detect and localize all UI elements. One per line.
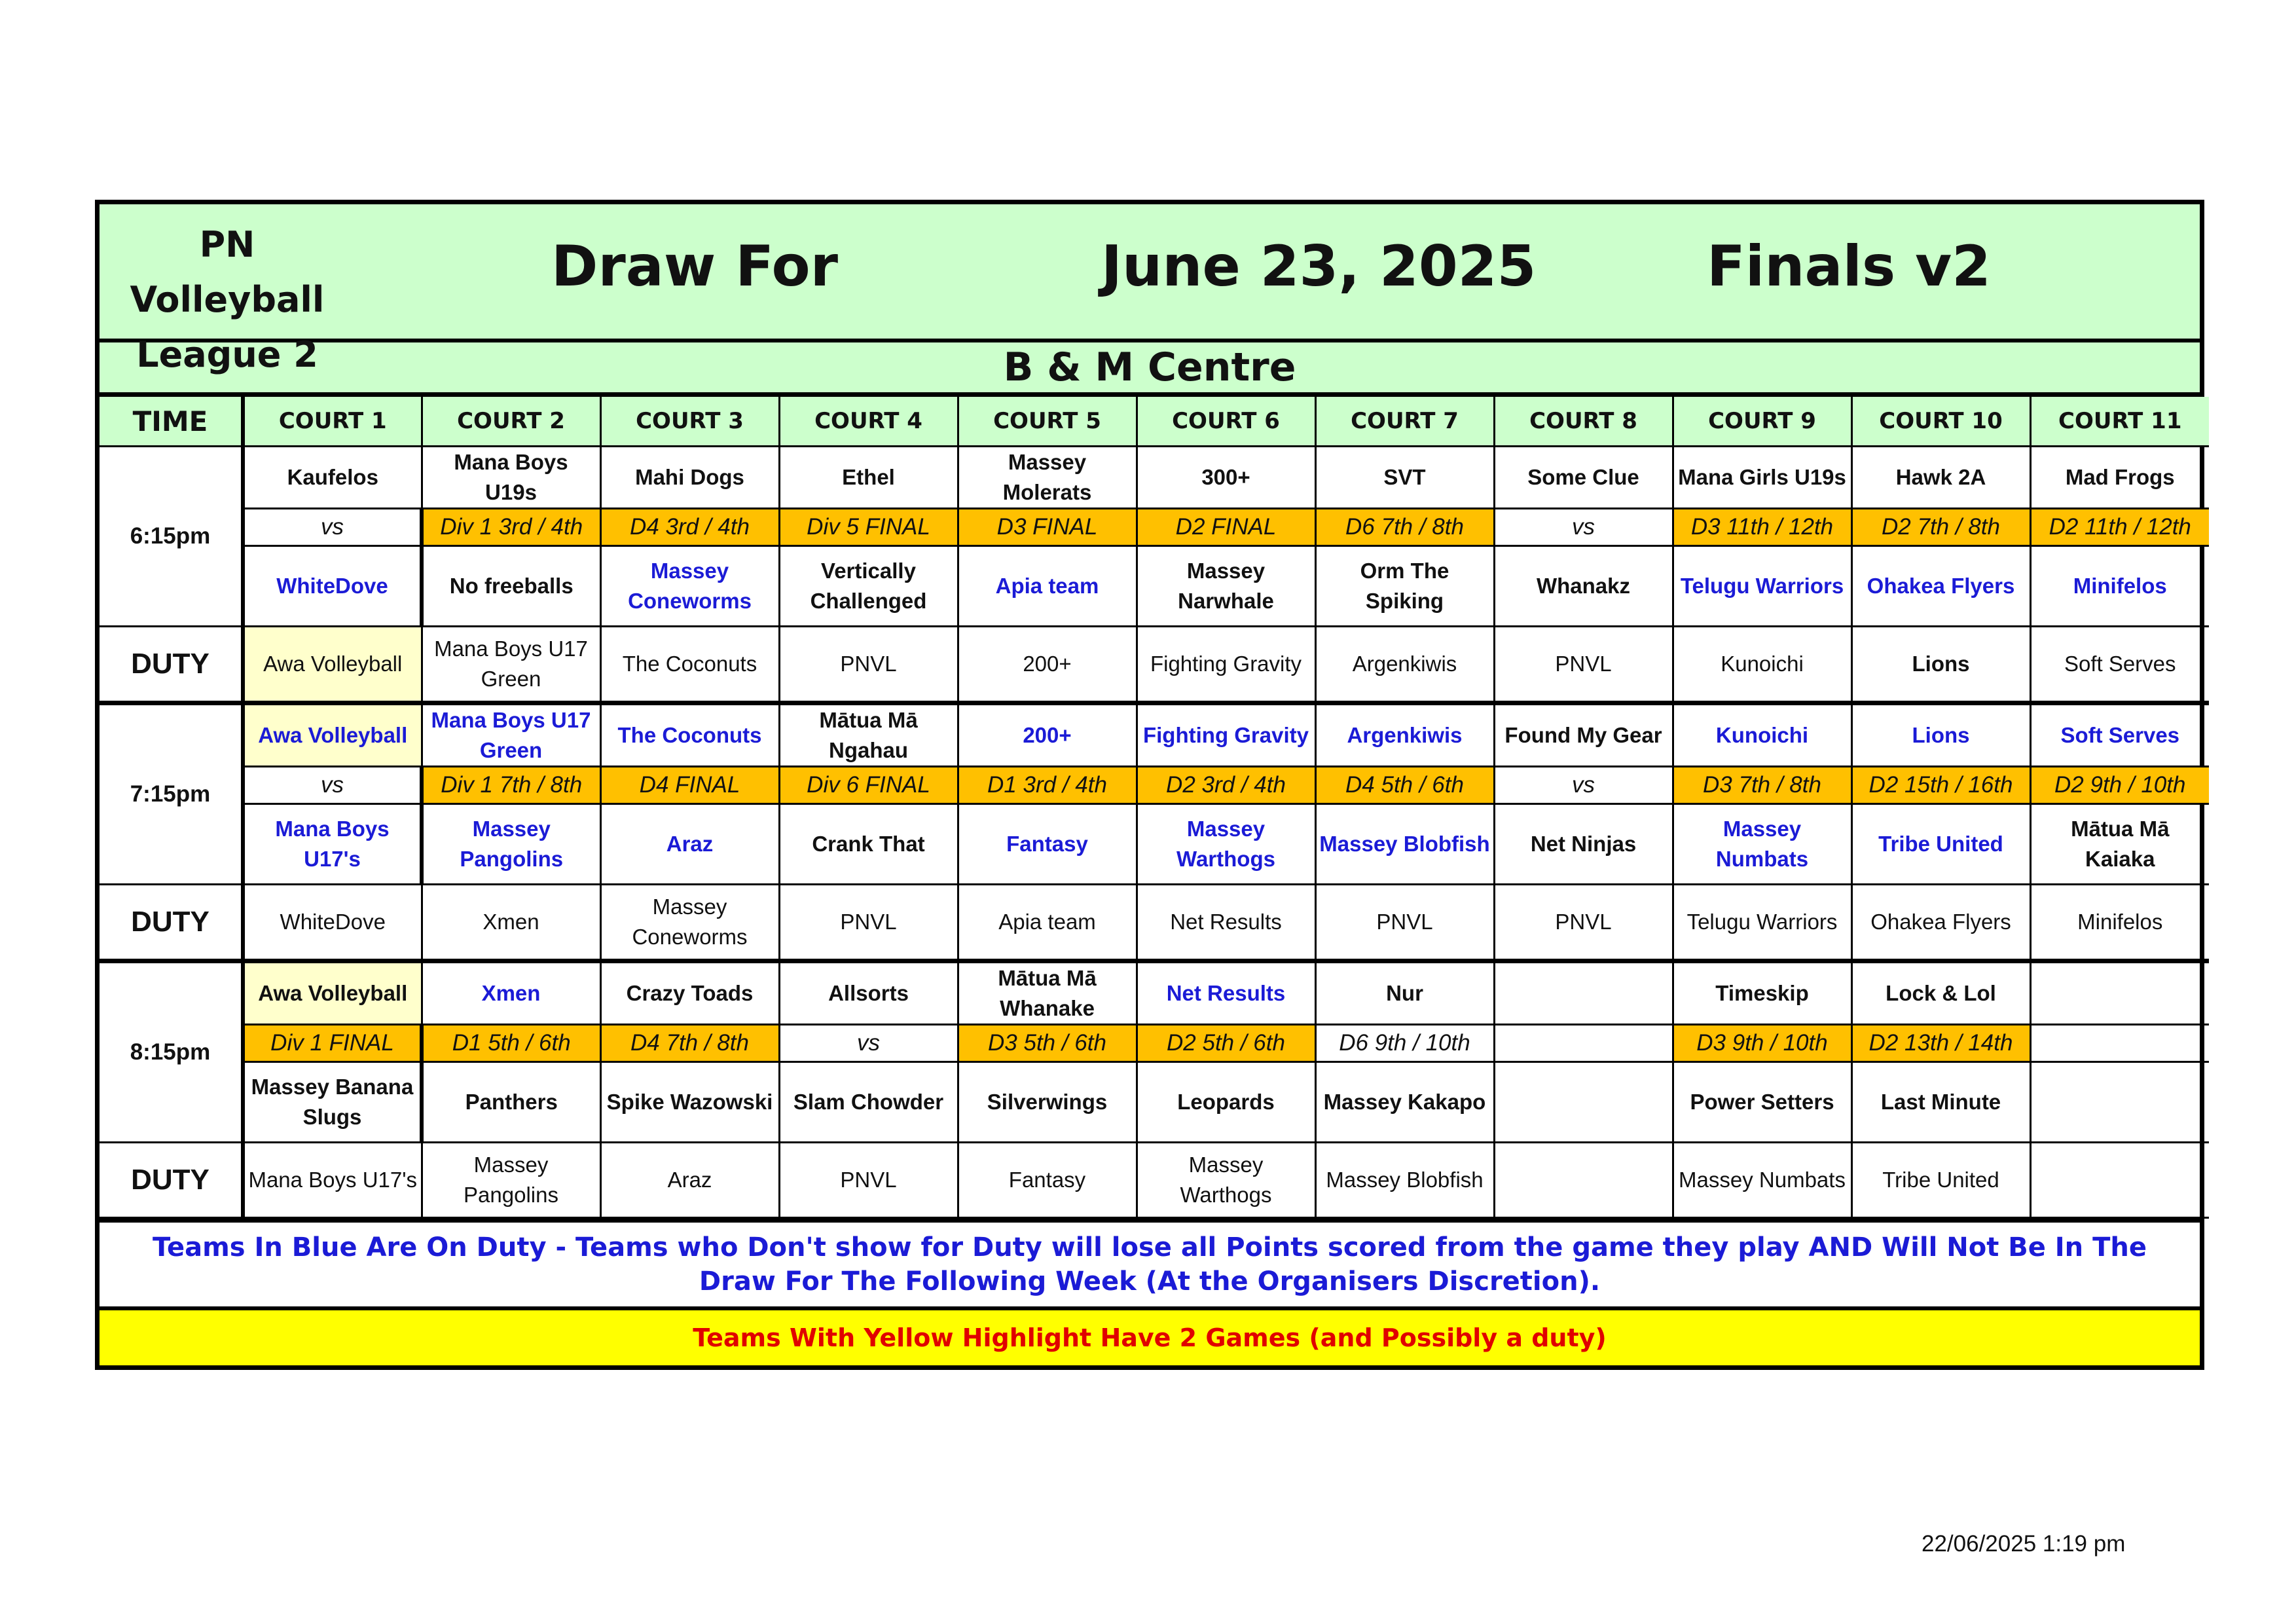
division-match-label: D6 7th / 8th [1315, 509, 1494, 546]
away-team: Massey Pangolins [422, 804, 600, 885]
away-team: Vertically Challenged [779, 546, 958, 627]
venue-title: B & M Centre [100, 342, 2200, 397]
league-name [119, 217, 335, 382]
division-match-label: D2 7th / 8th [1851, 509, 2030, 546]
division-match-label: Div 1 3rd / 4th [422, 509, 600, 546]
duty-row [100, 885, 2209, 961]
slot-row-team1 [100, 961, 2209, 1025]
away-team: Araz [600, 804, 779, 885]
division-match-label: D3 7th / 8th [1673, 767, 1851, 804]
away-team: Orm The Spiking [1315, 546, 1494, 627]
duty-team: PNVL [779, 885, 958, 961]
away-team: Fantasy [958, 804, 1137, 885]
draw-for-title: Draw For [551, 234, 838, 299]
away-team: Massey Banana Slugs [243, 1062, 422, 1143]
slot-row-team1 [100, 447, 2209, 509]
duty-team: Argenkiwis [1315, 627, 1494, 703]
versus-label: vs [1494, 509, 1673, 546]
league-line-2: League 2 [136, 334, 318, 375]
slot-row-division [100, 767, 2209, 804]
court-header-11: COURT 11 [2030, 397, 2209, 447]
home-team: Crazy Toads [600, 961, 779, 1025]
division-match-label: D3 FINAL [958, 509, 1137, 546]
away-team: Last Minute [1851, 1062, 2030, 1143]
duty-team: Apia team [958, 885, 1137, 961]
versus-label: vs [243, 509, 422, 546]
duty-team: Minifelos [2030, 885, 2209, 961]
duty-team: Fighting Gravity [1137, 627, 1315, 703]
away-team: Silverwings [958, 1062, 1137, 1143]
away-team: Power Setters [1673, 1062, 1851, 1143]
home-team: Argenkiwis [1315, 703, 1494, 767]
league-line-1: PN Volleyball [130, 224, 325, 320]
slot-row-division [100, 1025, 2209, 1062]
duty-team: 200+ [958, 627, 1137, 703]
away-team: Whanakz [1494, 546, 1673, 627]
finals-version: Finals v2 [1707, 234, 1991, 299]
duty-team: Massey Blobfish [1315, 1143, 1494, 1218]
home-team: Mana Boys U17 Green [422, 703, 600, 767]
division-match-label [1494, 1025, 1673, 1062]
duty-label: DUTY [100, 1143, 243, 1218]
duty-team: The Coconuts [600, 627, 779, 703]
home-team: 200+ [958, 703, 1137, 767]
print-timestamp: 22/06/2025 1:19 pm [1922, 1531, 2126, 1557]
court-header-3: COURT 3 [600, 397, 779, 447]
versus-label: vs [779, 1025, 958, 1062]
away-team: Telugu Warriors [1673, 546, 1851, 627]
duty-team: Xmen [422, 885, 600, 961]
court-header-2: COURT 2 [422, 397, 600, 447]
away-team: Spike Wazowski [600, 1062, 779, 1143]
away-team [2030, 1062, 2209, 1143]
duty-row [100, 1143, 2209, 1218]
division-match-label: D2 3rd / 4th [1137, 767, 1315, 804]
duty-team: PNVL [779, 627, 958, 703]
duty-note: Teams In Blue Are On Duty - Teams who Don't show for Duty will lose all Points scored from the game they play AND Will Not Be In The Draw For The Following Week (At the Organisers Discretion). [100, 1219, 2200, 1306]
away-team: Panthers [422, 1062, 600, 1143]
division-match-label: D2 FINAL [1137, 509, 1315, 546]
division-match-label: D3 11th / 12th [1673, 509, 1851, 546]
duty-team: PNVL [1494, 885, 1673, 961]
slot-row-team2 [100, 546, 2209, 627]
division-match-label: D4 5th / 6th [1315, 767, 1494, 804]
away-team: Mana Boys U17's [243, 804, 422, 885]
duty-row [100, 627, 2209, 703]
division-match-label: D2 5th / 6th [1137, 1025, 1315, 1062]
duty-team: Lions [1851, 627, 2030, 703]
duty-team: Telugu Warriors [1673, 885, 1851, 961]
court-header-6: COURT 6 [1137, 397, 1315, 447]
division-match-label: D3 5th / 6th [958, 1025, 1137, 1062]
home-team: Hawk 2A [1851, 447, 2030, 509]
duty-team: Massey Pangolins [422, 1143, 600, 1218]
home-team: Awa Volleyball [243, 703, 422, 767]
home-team: Mātua Mā Ngahau [779, 703, 958, 767]
division-match-label: D2 11th / 12th [2030, 509, 2209, 546]
home-team: Xmen [422, 961, 600, 1025]
home-team: Mātua Mā Whanake [958, 961, 1137, 1025]
division-match-label: Div 1 7th / 8th [422, 767, 600, 804]
away-team: Minifelos [2030, 546, 2209, 627]
division-match-label: D2 15th / 16th [1851, 767, 2030, 804]
duty-team: Mana Boys U17's [243, 1143, 422, 1218]
court-header-4: COURT 4 [779, 397, 958, 447]
home-team: Net Results [1137, 961, 1315, 1025]
duty-team: Mana Boys U17 Green [422, 627, 600, 703]
home-team: Allsorts [779, 961, 958, 1025]
versus-label: vs [243, 767, 422, 804]
division-match-label: D4 3rd / 4th [600, 509, 779, 546]
duty-team [1494, 1143, 1673, 1218]
home-team [1494, 961, 1673, 1025]
away-team: Massey Coneworms [600, 546, 779, 627]
home-team: Kunoichi [1673, 703, 1851, 767]
duty-team: Ohakea Flyers [1851, 885, 2030, 961]
slot-row-team2 [100, 1062, 2209, 1143]
slot-time: 6:15pm [100, 447, 243, 627]
division-match-label: D3 9th / 10th [1673, 1025, 1851, 1062]
away-team: Massey Numbats [1673, 804, 1851, 885]
duty-team: PNVL [1315, 885, 1494, 961]
duty-team: Araz [600, 1143, 779, 1218]
duty-label: DUTY [100, 627, 243, 703]
home-team: SVT [1315, 447, 1494, 509]
away-team: Crank That [779, 804, 958, 885]
duty-team: Massey Numbats [1673, 1143, 1851, 1218]
away-team: WhiteDove [243, 546, 422, 627]
home-team: Mad Frogs [2030, 447, 2209, 509]
home-team: 300+ [1137, 447, 1315, 509]
duty-team: Fantasy [958, 1143, 1137, 1218]
away-team: Massey Blobfish [1315, 804, 1494, 885]
home-team: Some Clue [1494, 447, 1673, 509]
division-match-label: Div 6 FINAL [779, 767, 958, 804]
court-header-8: COURT 8 [1494, 397, 1673, 447]
home-team: Lock & Lol [1851, 961, 2030, 1025]
home-team [2030, 961, 2209, 1025]
home-team: Awa Volleyball [243, 961, 422, 1025]
away-team: Ohakea Flyers [1851, 546, 2030, 627]
away-team [1494, 1062, 1673, 1143]
duty-team: Awa Volleyball [243, 627, 422, 703]
slot-row-team1 [100, 703, 2209, 767]
away-team: Massey Kakapo [1315, 1062, 1494, 1143]
court-header-9: COURT 9 [1673, 397, 1851, 447]
home-team: Mana Boys U19s [422, 447, 600, 509]
duty-team: Soft Serves [2030, 627, 2209, 703]
duty-team: Massey Warthogs [1137, 1143, 1315, 1218]
division-match-label: Div 1 FINAL [243, 1025, 422, 1062]
home-team: Timeskip [1673, 961, 1851, 1025]
division-match-label: D4 7th / 8th [600, 1025, 779, 1062]
slot-time: 7:15pm [100, 703, 243, 885]
duty-team: WhiteDove [243, 885, 422, 961]
draw-table [100, 397, 2209, 1219]
court-header-10: COURT 10 [1851, 397, 2030, 447]
away-team: No freeballs [422, 546, 600, 627]
division-match-label: D2 13th / 14th [1851, 1025, 2030, 1062]
away-team: Slam Chowder [779, 1062, 958, 1143]
duty-team: Net Results [1137, 885, 1315, 961]
division-match-label: D2 9th / 10th [2030, 767, 2209, 804]
away-team: Massey Warthogs [1137, 804, 1315, 885]
slot-time: 8:15pm [100, 961, 243, 1143]
away-team: Tribe United [1851, 804, 2030, 885]
division-match-label: D6 9th / 10th [1315, 1025, 1494, 1062]
duty-team: Tribe United [1851, 1143, 2030, 1218]
slot-row-division [100, 509, 2209, 546]
division-match-label: Div 5 FINAL [779, 509, 958, 546]
time-column-header: TIME [100, 397, 243, 447]
division-match-label [2030, 1025, 2209, 1062]
court-header-7: COURT 7 [1315, 397, 1494, 447]
home-team: Kaufelos [243, 447, 422, 509]
versus-label: vs [1494, 767, 1673, 804]
away-team: Net Ninjas [1494, 804, 1673, 885]
court-header-1: COURT 1 [243, 397, 422, 447]
double-games-note: Teams With Yellow Highlight Have 2 Games (and Possibly a duty) [100, 1306, 2200, 1365]
home-team: Found My Gear [1494, 703, 1673, 767]
court-header-5: COURT 5 [958, 397, 1137, 447]
division-match-label: D1 5th / 6th [422, 1025, 600, 1062]
division-match-label: D4 FINAL [600, 767, 779, 804]
home-team: Mana Girls U19s [1673, 447, 1851, 509]
duty-team [2030, 1143, 2209, 1218]
home-team: Nur [1315, 961, 1494, 1025]
away-team: Mātua Mā Kaiaka [2030, 804, 2209, 885]
duty-team: Kunoichi [1673, 627, 1851, 703]
division-match-label: D1 3rd / 4th [958, 767, 1137, 804]
home-team: Massey Molerats [958, 447, 1137, 509]
away-team: Apia team [958, 546, 1137, 627]
home-team: Fighting Gravity [1137, 703, 1315, 767]
duty-team: PNVL [779, 1143, 958, 1218]
draw-sheet [95, 200, 2204, 1370]
home-team: Ethel [779, 447, 958, 509]
duty-team: Massey Coneworms [600, 885, 779, 961]
home-team: The Coconuts [600, 703, 779, 767]
draw-date: June 23, 2025 [1101, 234, 1537, 299]
slot-row-team2 [100, 804, 2209, 885]
duty-label: DUTY [100, 885, 243, 961]
away-team: Massey Narwhale [1137, 546, 1315, 627]
away-team: Leopards [1137, 1062, 1315, 1143]
home-team: Mahi Dogs [600, 447, 779, 509]
home-team: Soft Serves [2030, 703, 2209, 767]
court-header-row [100, 397, 2209, 447]
duty-team: PNVL [1494, 627, 1673, 703]
home-team: Lions [1851, 703, 2030, 767]
